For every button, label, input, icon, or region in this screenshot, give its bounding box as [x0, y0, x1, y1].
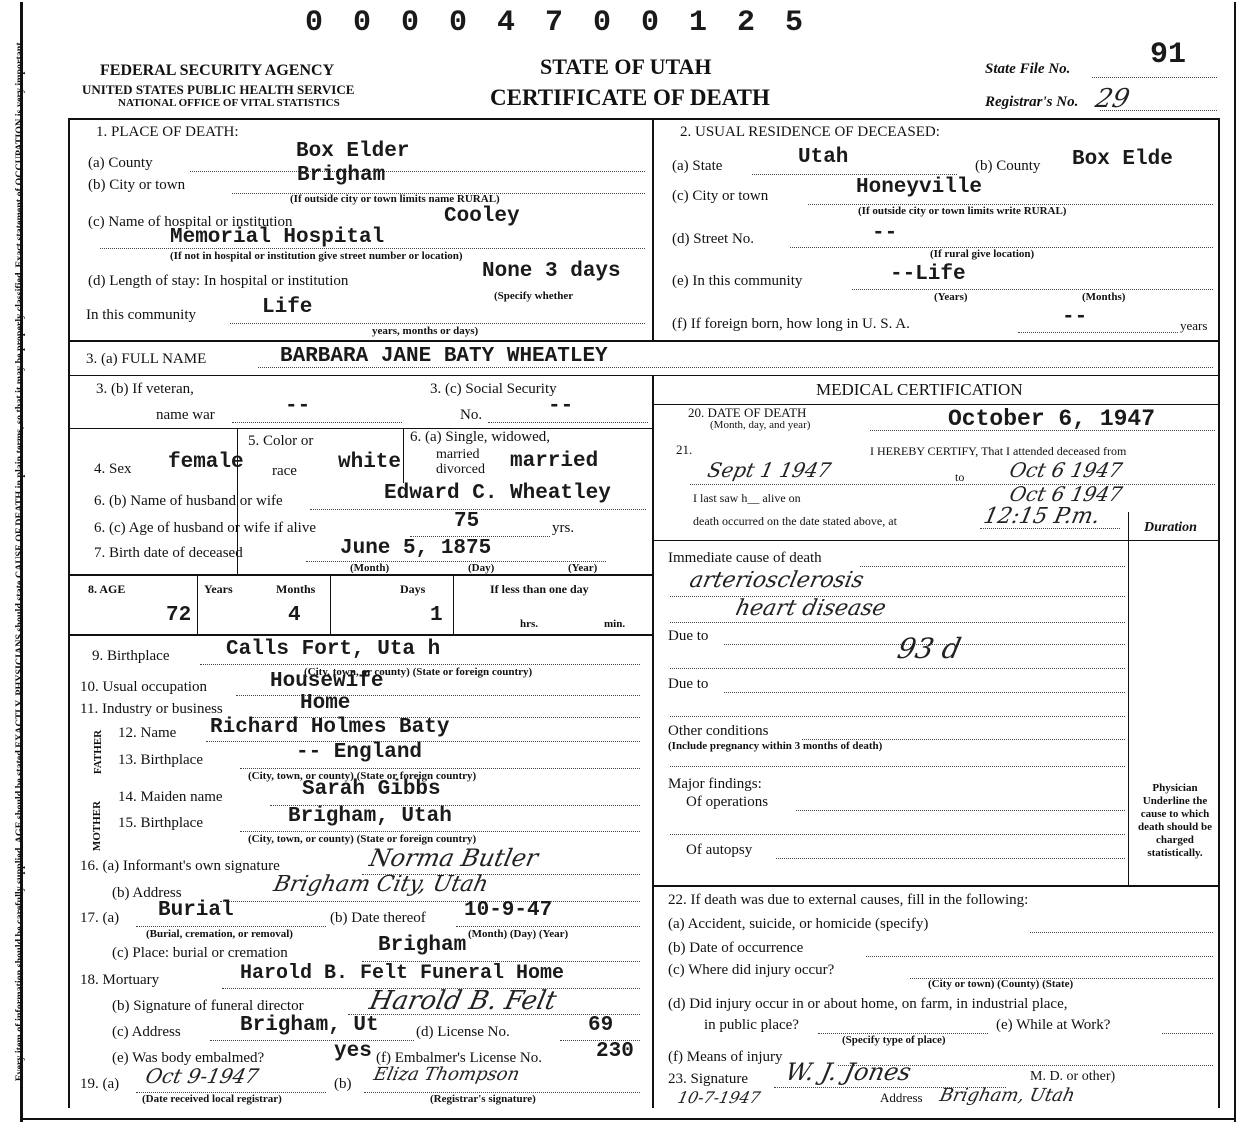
informant-address-label: (b) Address — [112, 885, 182, 901]
external-d: (d) Did injury occur in or about home, on farm, in industrial place, — [668, 996, 1068, 1012]
res-street-note: (If rural give location) — [930, 248, 1035, 260]
due-line-1b — [670, 668, 1125, 669]
age-months-label: Months — [276, 582, 316, 596]
ss-label: 3. (c) Social Security — [430, 381, 557, 397]
attend-from: Sept 1 1947 — [705, 458, 834, 482]
city-note: (If outside city or town limits name RURAL) — [290, 193, 500, 205]
outer-border-bottom — [20, 1118, 1236, 1120]
res-community-label: (e) In this community — [672, 273, 803, 289]
director-label: (b) Signature of funeral director — [112, 998, 304, 1014]
immediate-line-1 — [860, 566, 1125, 567]
divider-birthplace — [68, 634, 652, 636]
serial-number: 0 0 0 0 4 7 0 0 1 2 5 — [305, 6, 810, 40]
res-street-label: (d) Street No. — [672, 231, 755, 247]
mother-name-label: 14. Maiden name — [118, 789, 223, 805]
community-value: Life — [262, 296, 313, 319]
frame-right — [1218, 118, 1220, 1108]
stay-label: (d) Length of stay: In hospital or institution — [88, 273, 349, 289]
father-bp-line — [240, 768, 640, 769]
informant-address: Brigham City, Utah — [271, 872, 491, 897]
industry-label: 11. Industry or business — [80, 701, 223, 717]
medical-title: MEDICAL CERTIFICATION — [816, 380, 1023, 399]
certify-text: I HEREBY CERTIFY, That I attended deceased from — [870, 444, 1127, 458]
foreign-label: (f) If foreign born, how long in U. S. A. — [672, 316, 910, 332]
under-day-label: If less than one day — [490, 582, 589, 596]
license-label: (d) License No. — [416, 1024, 510, 1040]
foreign-value: -- — [1062, 306, 1088, 329]
age-days-label: Days — [400, 582, 426, 596]
res-city: Honeyville — [856, 176, 983, 199]
external-c-note: (City or town) (County) (State) — [928, 978, 1074, 990]
mortuary-name: Harold B. Felt Funeral Home — [240, 962, 565, 985]
full-name-label: 3. (a) FULL NAME — [86, 351, 207, 367]
autopsy-line — [776, 858, 1125, 859]
res-months-label: (Months) — [1082, 291, 1126, 303]
marital-label: 6. (a) Single, widowed, — [410, 429, 550, 445]
community-line — [230, 323, 645, 324]
father-name: Richard Holmes Baty — [210, 716, 450, 739]
res-street: -- — [872, 222, 898, 245]
veteran-label: 3. (b) If veteran, — [96, 381, 194, 397]
birth-month-label: (Month) — [350, 562, 390, 574]
birthplace-label: 9. Birthplace — [92, 648, 170, 664]
registrar-sig-note: (Registrar's signature) — [430, 1093, 536, 1105]
due-to-label-2: Due to — [668, 676, 709, 692]
external-a: (a) Accident, suicide, or homicide (specify) — [668, 916, 929, 932]
birthplace-note: (City, town, or county) (State or foreign country) — [304, 666, 533, 678]
race-divider — [403, 428, 404, 483]
office-name: NATIONAL OFFICE OF VITAL STATISTICS — [118, 97, 340, 109]
age-div-2 — [330, 576, 331, 634]
burial-note: (Burial, cremation, or removal) — [146, 928, 293, 940]
embalmed-label: (e) Was body embalmed? — [112, 1050, 265, 1066]
registrar-label: Registrar's No. — [985, 94, 1079, 110]
center-divider-top — [652, 118, 654, 340]
marital-sub1: married — [436, 447, 480, 462]
spouse-age-unit: yrs. — [552, 520, 575, 536]
outer-border-right — [1234, 2, 1236, 1122]
res-years-label: (Years) — [934, 291, 968, 303]
burial-place-label: (c) Place: burial or cremation — [112, 945, 288, 961]
mortuary-address: Brigham, Ut — [240, 1014, 379, 1037]
due-to-label-1: Due to — [668, 628, 709, 644]
frame-top — [68, 118, 1220, 120]
external-d2: in public place? — [704, 1017, 799, 1033]
license-number: 69 — [588, 1014, 614, 1037]
birth-day-label: (Day) — [468, 562, 495, 574]
attend-to: Oct 6 1947 — [1007, 458, 1125, 482]
state-file-label: State File No. — [985, 61, 1071, 77]
mother-name: Sarah Gibbs — [302, 778, 441, 801]
external-c: (c) Where did injury occur? — [668, 962, 835, 978]
other-conditions-note: (Include pregnancy within 3 months of death) — [668, 740, 883, 752]
birth-date-label: 7. Birth date of deceased — [94, 545, 243, 561]
hospital-label: (c) Name of hospital or institution — [88, 214, 293, 230]
veteran-value: -- — [285, 395, 311, 418]
res-community: --Life — [890, 263, 966, 286]
race-value: white — [338, 451, 402, 474]
registrar-number: 29 — [1092, 84, 1133, 114]
mother-bp-line — [240, 831, 640, 832]
state-file-number: 91 — [1150, 38, 1187, 72]
embalmer-license: 230 — [596, 1040, 634, 1063]
spouse-age: 75 — [454, 510, 480, 533]
immediate-cause-label: Immediate cause of death — [668, 550, 822, 566]
occupation-line — [236, 695, 640, 696]
divider-cause — [652, 540, 1220, 541]
last-saw-date: Oct 6 1947 — [1007, 482, 1125, 506]
duration-divider — [1128, 512, 1129, 885]
race-label: race — [272, 463, 297, 479]
age-days: 1 — [430, 604, 443, 627]
res-community-line — [852, 289, 1213, 290]
immediate-line-3 — [670, 622, 1125, 623]
divider-name — [68, 340, 1220, 342]
hrs-label: hrs. — [520, 618, 539, 630]
marital-value: married — [510, 450, 599, 473]
mother-birthplace: Brigham, Utah — [288, 805, 452, 828]
res-state-label: (a) State — [672, 158, 723, 174]
center-divider-bottom — [652, 375, 654, 1108]
age-months: 4 — [288, 604, 301, 627]
death-county: Box Elder — [296, 140, 410, 163]
birth-year-label: (Year) — [568, 562, 598, 574]
immediate-cause-2: heart disease — [733, 596, 889, 621]
director-signature: Harold B. Felt — [366, 986, 560, 1016]
margin-note: Every item of information should be carefully supplied. AGE should be stated EXACTLY. PHYSICIANS should state CAUSE OF DEATH in plain terms, so that it may be properly classified. Exact statement of OCCUPATION is very important. — [14, 39, 26, 1082]
community-note: years, months or days) — [372, 325, 479, 337]
res-city-label: (c) City or town — [672, 188, 769, 204]
physician-note: Physician Underline the cause to which death should be charged statistically. — [1138, 782, 1212, 859]
birth-date: June 5, 1875 — [340, 537, 492, 560]
informant-label: 16. (a) Informant's own signature — [80, 858, 280, 874]
external-d-note: (Specify type of place) — [842, 1034, 946, 1046]
marital-sub2: divorced — [436, 462, 485, 477]
external-e-line — [1162, 1033, 1213, 1034]
death-date-sub: (Month, day, and year) — [710, 419, 811, 431]
physician-signature: W. J. Jones — [783, 1058, 914, 1086]
res-county: Box Elde — [1072, 148, 1173, 171]
ss-value: -- — [548, 395, 574, 418]
informant-address-line — [220, 901, 640, 902]
last-saw-label: I last saw h__ alive on — [693, 491, 801, 505]
occupation-label: 10. Usual occupation — [80, 679, 208, 695]
other-conditions-label: Other conditions — [668, 723, 769, 739]
registrar-signature: Eliza Thompson — [371, 1064, 522, 1085]
mortuary-address-label: (c) Address — [112, 1024, 181, 1040]
signature-address-label: Address — [880, 1090, 923, 1105]
md-label: M. D. or other) — [1030, 1069, 1116, 1084]
operations-line-2 — [670, 834, 1125, 835]
county-line — [190, 171, 645, 172]
mother-bp-note: (City, town, or county) (State or foreign country) — [248, 833, 477, 845]
certificate-title: CERTIFICATE OF DEATH — [490, 85, 770, 110]
res-state: Utah — [798, 146, 849, 169]
external-f: (f) Means of injury — [668, 1049, 783, 1065]
veteran-sub: name war — [156, 407, 215, 423]
father-name-label: 12. Name — [118, 725, 177, 741]
community-label: In this community — [86, 307, 196, 323]
external-causes-label: 22. If death was due to external causes, fill in the following: — [668, 892, 1029, 908]
place-of-death-label: 1. PLACE OF DEATH: — [96, 124, 239, 140]
mother-side-label: MOTHER — [91, 800, 104, 852]
major-findings-label: Major findings: — [668, 776, 762, 792]
external-a-line — [1030, 932, 1213, 933]
foreign-unit: years — [1180, 318, 1208, 333]
father-bp-note: (City, town, or county) (State or foreign country) — [248, 770, 477, 782]
spouse-age-label: 6. (c) Age of husband or wife if alive — [94, 520, 317, 536]
hospital-name-2: Memorial Hospital — [170, 226, 385, 249]
due-line-2 — [724, 692, 1125, 693]
father-birthplace-label: 13. Birthplace — [118, 752, 203, 768]
veteran-line — [232, 422, 402, 423]
father-side-label: FATHER — [92, 729, 105, 775]
autopsy-label: Of autopsy — [686, 842, 753, 858]
divider-age — [68, 574, 652, 576]
service-name: UNITED STATES PUBLIC HEALTH SERVICE — [82, 82, 355, 97]
occupation: Housewife — [270, 670, 384, 693]
sex-label: 4. Sex — [94, 461, 132, 477]
due-line-2b — [670, 716, 1125, 717]
death-time: 12:15 P.m. — [981, 504, 1103, 529]
death-date-label: 20. DATE OF DEATH — [688, 405, 807, 420]
burial-method: Burial — [158, 899, 234, 922]
attend-line — [690, 484, 1215, 485]
spouse-name: Edward C. Wheatley — [384, 482, 611, 505]
county-label: (a) County — [88, 155, 153, 171]
other-line-2 — [670, 766, 1125, 767]
hospital-name-1: Cooley — [444, 205, 520, 228]
foreign-line — [1018, 332, 1178, 333]
external-b-line — [866, 956, 1213, 957]
external-e: (e) While at Work? — [996, 1017, 1111, 1033]
age-div-1 — [197, 576, 198, 634]
burial-date-line — [456, 926, 640, 927]
res-city-note: (If outside city or town limits write RURAL) — [858, 205, 1067, 217]
mortuary-address-line — [210, 1040, 414, 1041]
ss-sub: No. — [460, 407, 483, 423]
ss-line — [488, 422, 648, 423]
operations-line — [796, 810, 1125, 811]
signature-label: 23. Signature — [668, 1071, 748, 1087]
hospital-line — [100, 248, 645, 249]
burial-label: 17. (a) — [80, 910, 120, 926]
father-birthplace: -- England — [296, 741, 423, 764]
divider-external — [652, 885, 1220, 887]
burial-date-label: (b) Date thereof — [330, 910, 426, 926]
burial-date: 10-9-47 — [464, 899, 553, 922]
death-date: October 6, 1947 — [948, 406, 1156, 432]
burial-place: Brigham — [378, 934, 467, 957]
mother-birthplace-label: 15. Birthplace — [118, 815, 203, 831]
res-state-line — [752, 174, 957, 175]
registrar-sig-label: (b) — [334, 1076, 352, 1092]
hospital-note: (If not in hospital or institution give street number or location) — [170, 250, 463, 262]
sex-value: female — [168, 451, 244, 474]
age-label: 8. AGE — [88, 582, 126, 596]
received-note: (Date received local registrar) — [142, 1093, 282, 1105]
received-label: 19. (a) — [80, 1076, 120, 1092]
state-file-line — [1092, 77, 1217, 78]
color-label: 5. Color or — [248, 433, 314, 449]
divider-sex — [68, 428, 652, 429]
state-heading: STATE OF UTAH — [540, 54, 712, 79]
full-name: BARBARA JANE BATY WHEATLEY — [280, 345, 608, 368]
stay-value: None 3 days — [482, 260, 621, 283]
external-b: (b) Date of occurrence — [668, 940, 804, 956]
certify-number: 21. — [676, 442, 693, 457]
agency-name: FEDERAL SECURITY AGENCY — [100, 62, 335, 79]
death-occurred-label: death occurred on the date stated above, at — [693, 514, 897, 528]
birthplace-line — [200, 664, 640, 665]
age-years: 72 — [166, 604, 192, 627]
immediate-cause-1: arteriosclerosis — [687, 568, 867, 593]
duration-label: Duration — [1144, 520, 1197, 535]
informant-signature: Norma Butler — [367, 844, 541, 872]
due-to-1: 93 d — [894, 632, 964, 665]
burial-date-note: (Month) (Day) (Year) — [468, 928, 569, 940]
spouse-label: 6. (b) Name of husband or wife — [94, 493, 283, 509]
operations-label: Of operations — [686, 794, 769, 810]
embalmed-value: yes — [334, 1040, 372, 1063]
stay-note: (Specify whether — [494, 290, 574, 302]
residence-label: 2. USUAL RESIDENCE OF DECEASED: — [680, 124, 940, 140]
signature-address: Brigham, Utah — [937, 1085, 1077, 1106]
father-name-line — [206, 741, 640, 742]
death-city: Brigham — [297, 164, 386, 187]
res-county-label: (b) County — [975, 158, 1041, 174]
birthplace: Calls Fort, Uta h — [226, 638, 441, 661]
age-div-3 — [453, 576, 454, 634]
embalmer-label: (f) Embalmer's License No. — [376, 1050, 542, 1066]
mortuary-label: 18. Mortuary — [80, 972, 160, 988]
burial-line — [136, 926, 326, 927]
age-years-label: Years — [204, 582, 233, 596]
attend-to-label: to — [955, 470, 965, 484]
signature-date: 10-7-1947 — [675, 1088, 763, 1107]
city-label: (b) City or town — [88, 177, 186, 193]
divider-veteran — [68, 375, 1220, 376]
received-date: Oct 9-1947 — [143, 1064, 261, 1088]
min-label: min. — [604, 618, 626, 630]
frame-left — [68, 118, 70, 1108]
industry: Home — [300, 692, 351, 715]
